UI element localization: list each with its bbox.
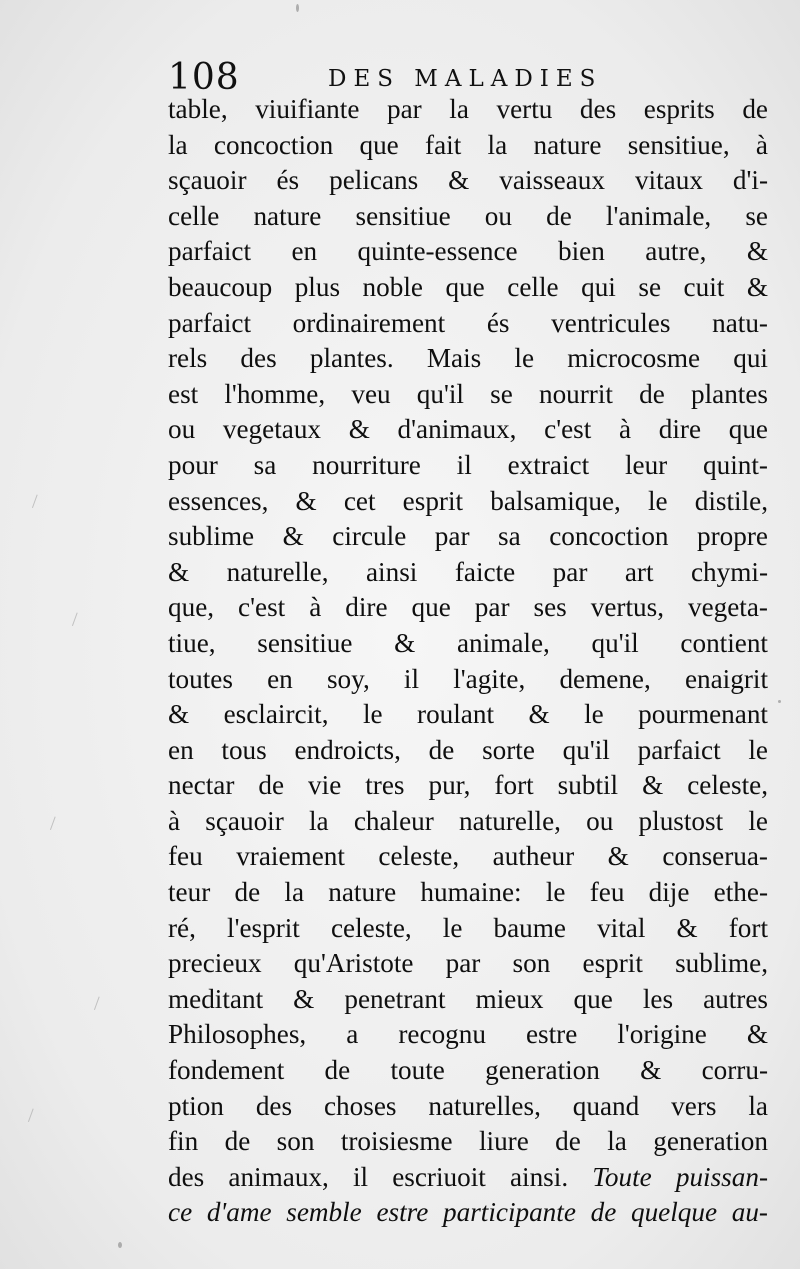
text-line: toutes en soy, il l'agite, demene, enaigrit [168,663,768,694]
paper-speck [778,700,781,703]
margin-mark [50,817,65,834]
text-line: la concoction que fait la nature sensitiue, à [168,129,768,160]
text-line: pour sa nourriture il extraict leur quint- [168,449,768,480]
text-line: feu vraiement celeste, autheur & conserua- [168,841,768,872]
text-line: celle nature sensitiue ou de l'animale, se [168,200,768,231]
text-italic: Toute puissan- [592,1161,769,1192]
text-line: teur de la nature humaine: le feu dije ethe- [168,877,768,908]
text-line: parfaict ordinairement és ventricules natu- [168,307,768,338]
text-line: est l'homme, veu qu'il se nourrit de plantes [168,378,768,409]
margin-mark [72,613,87,630]
text-roman: des animaux, il escriuoit ainsi. [168,1161,569,1192]
text-line: à sçauoir la chaleur naturelle, ou plustost le [168,805,768,836]
text-line: parfaict en quinte-essence bien autre, & [168,236,768,267]
margin-mark [28,1109,43,1126]
text-line: fondement de toute generation & corru- [168,1055,768,1086]
text-line: ou vegetaux & d'animaux, c'est à dire que [168,414,768,445]
text-line: essences, & cet esprit balsamique, le distile, [168,485,768,516]
text-line: en tous endroicts, de sorte qu'il parfaict le [168,734,768,765]
text-line: precieux qu'Aristote par son esprit sublime, [168,948,768,979]
text-line: table, viuifiante par la vertu des esprits de [168,94,768,124]
text-line: & esclaircit, le roulant & le pourmenant [168,699,768,730]
text-line: ption des choses naturelles, quand vers la [168,1090,768,1121]
text-line-mixed [168,1160,768,1196]
text-line: Philosophes, a recognu estre l'origine & [168,1019,768,1050]
text-line: fin de son troisiesme liure de la generation [168,1126,768,1157]
page-number: 108 [168,57,240,98]
paper-speck [118,1242,122,1248]
text-line: beaucoup plus noble que celle qui se cuit & [168,271,768,302]
text-line: que, c'est à dire que par ses vertus, vegeta- [168,592,768,623]
text-line: nectar de vie tres pur, fort subtil & celeste, [168,770,768,801]
text-line: rels des plantes. Mais le microcosme qui [168,343,768,374]
text-line: tiue, sensitiue & animale, qu'il contient [168,627,768,658]
running-title: DES MALADIES [328,66,603,92]
text-line: & naturelle, ainsi faicte par art chymi- [168,556,768,587]
text-line: meditant & penetrant mieux que les autres [168,983,768,1014]
text-line: sublime & circule par sa concoction propre [168,521,768,552]
margin-mark [94,997,109,1014]
body-text [168,92,768,1231]
text-line-italic: ce d'ame semble estre participante de quelque au- [168,1197,768,1228]
text-line: sçauoir és pelicans & vaisseaux vitaux d'i- [168,165,768,196]
margin-mark [32,495,47,512]
paper-speck [296,4,299,12]
text-line: ré, l'esprit celeste, le baume vital & fort [168,912,768,943]
